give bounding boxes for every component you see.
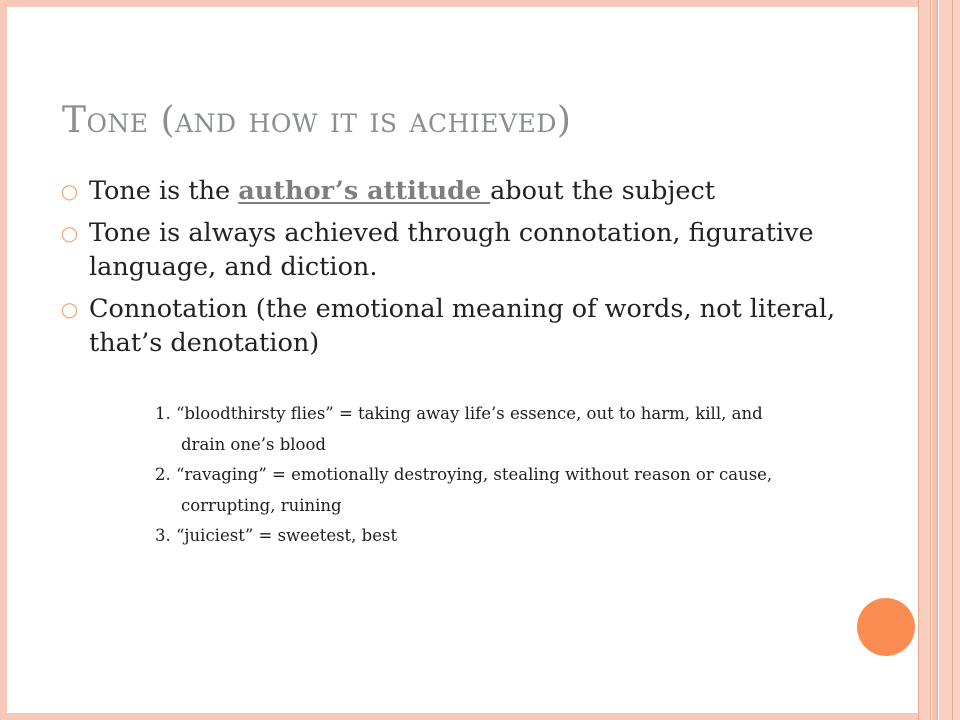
slide-frame-top bbox=[0, 0, 924, 7]
emphasized-term: author’s attitude bbox=[238, 176, 491, 206]
hollow-circle-bullet-icon: ○ bbox=[60, 297, 79, 321]
slide-frame-bottom bbox=[0, 713, 924, 720]
example-line: 2. “ravaging” = emotionally destroying, stealing without reason or cause, bbox=[155, 465, 773, 484]
bullet-text: about the subject bbox=[490, 176, 715, 206]
bullet-text: Tone is always achieved through connotation, figurative language, and diction. bbox=[89, 218, 814, 282]
decorative-stripe bbox=[918, 0, 930, 720]
decorative-circle bbox=[857, 598, 915, 656]
example-continuation: drain one’s blood bbox=[181, 435, 326, 454]
bullet-item bbox=[60, 292, 880, 360]
hollow-circle-bullet-icon: ○ bbox=[60, 221, 79, 245]
hollow-circle-bullet-icon: ○ bbox=[60, 179, 79, 203]
bullet-item bbox=[60, 174, 880, 208]
bullet-item bbox=[60, 216, 880, 284]
stripe-rule bbox=[952, 0, 953, 720]
slide-title: Tone (and how it is achieved) bbox=[62, 100, 572, 141]
connotation-examples bbox=[155, 403, 855, 547]
example-line: 3. “juiciest” = sweetest, best bbox=[155, 526, 398, 545]
slide-frame-left bbox=[0, 0, 7, 720]
bullet-text: Connotation (the emotional meaning of words, not literal, that’s denotation) bbox=[89, 294, 836, 358]
bullet-text: Tone is the bbox=[89, 176, 239, 206]
stripe-rule bbox=[930, 0, 931, 720]
stripe-rule bbox=[918, 0, 919, 720]
stripe-rule bbox=[937, 0, 938, 720]
bullet-list bbox=[60, 174, 880, 368]
example-continuation: corrupting, ruining bbox=[181, 496, 342, 515]
decorative-stripe bbox=[939, 0, 960, 720]
example-line: 1. “bloodthirsty flies” = taking away life’s essence, out to harm, kill, and bbox=[155, 404, 763, 423]
